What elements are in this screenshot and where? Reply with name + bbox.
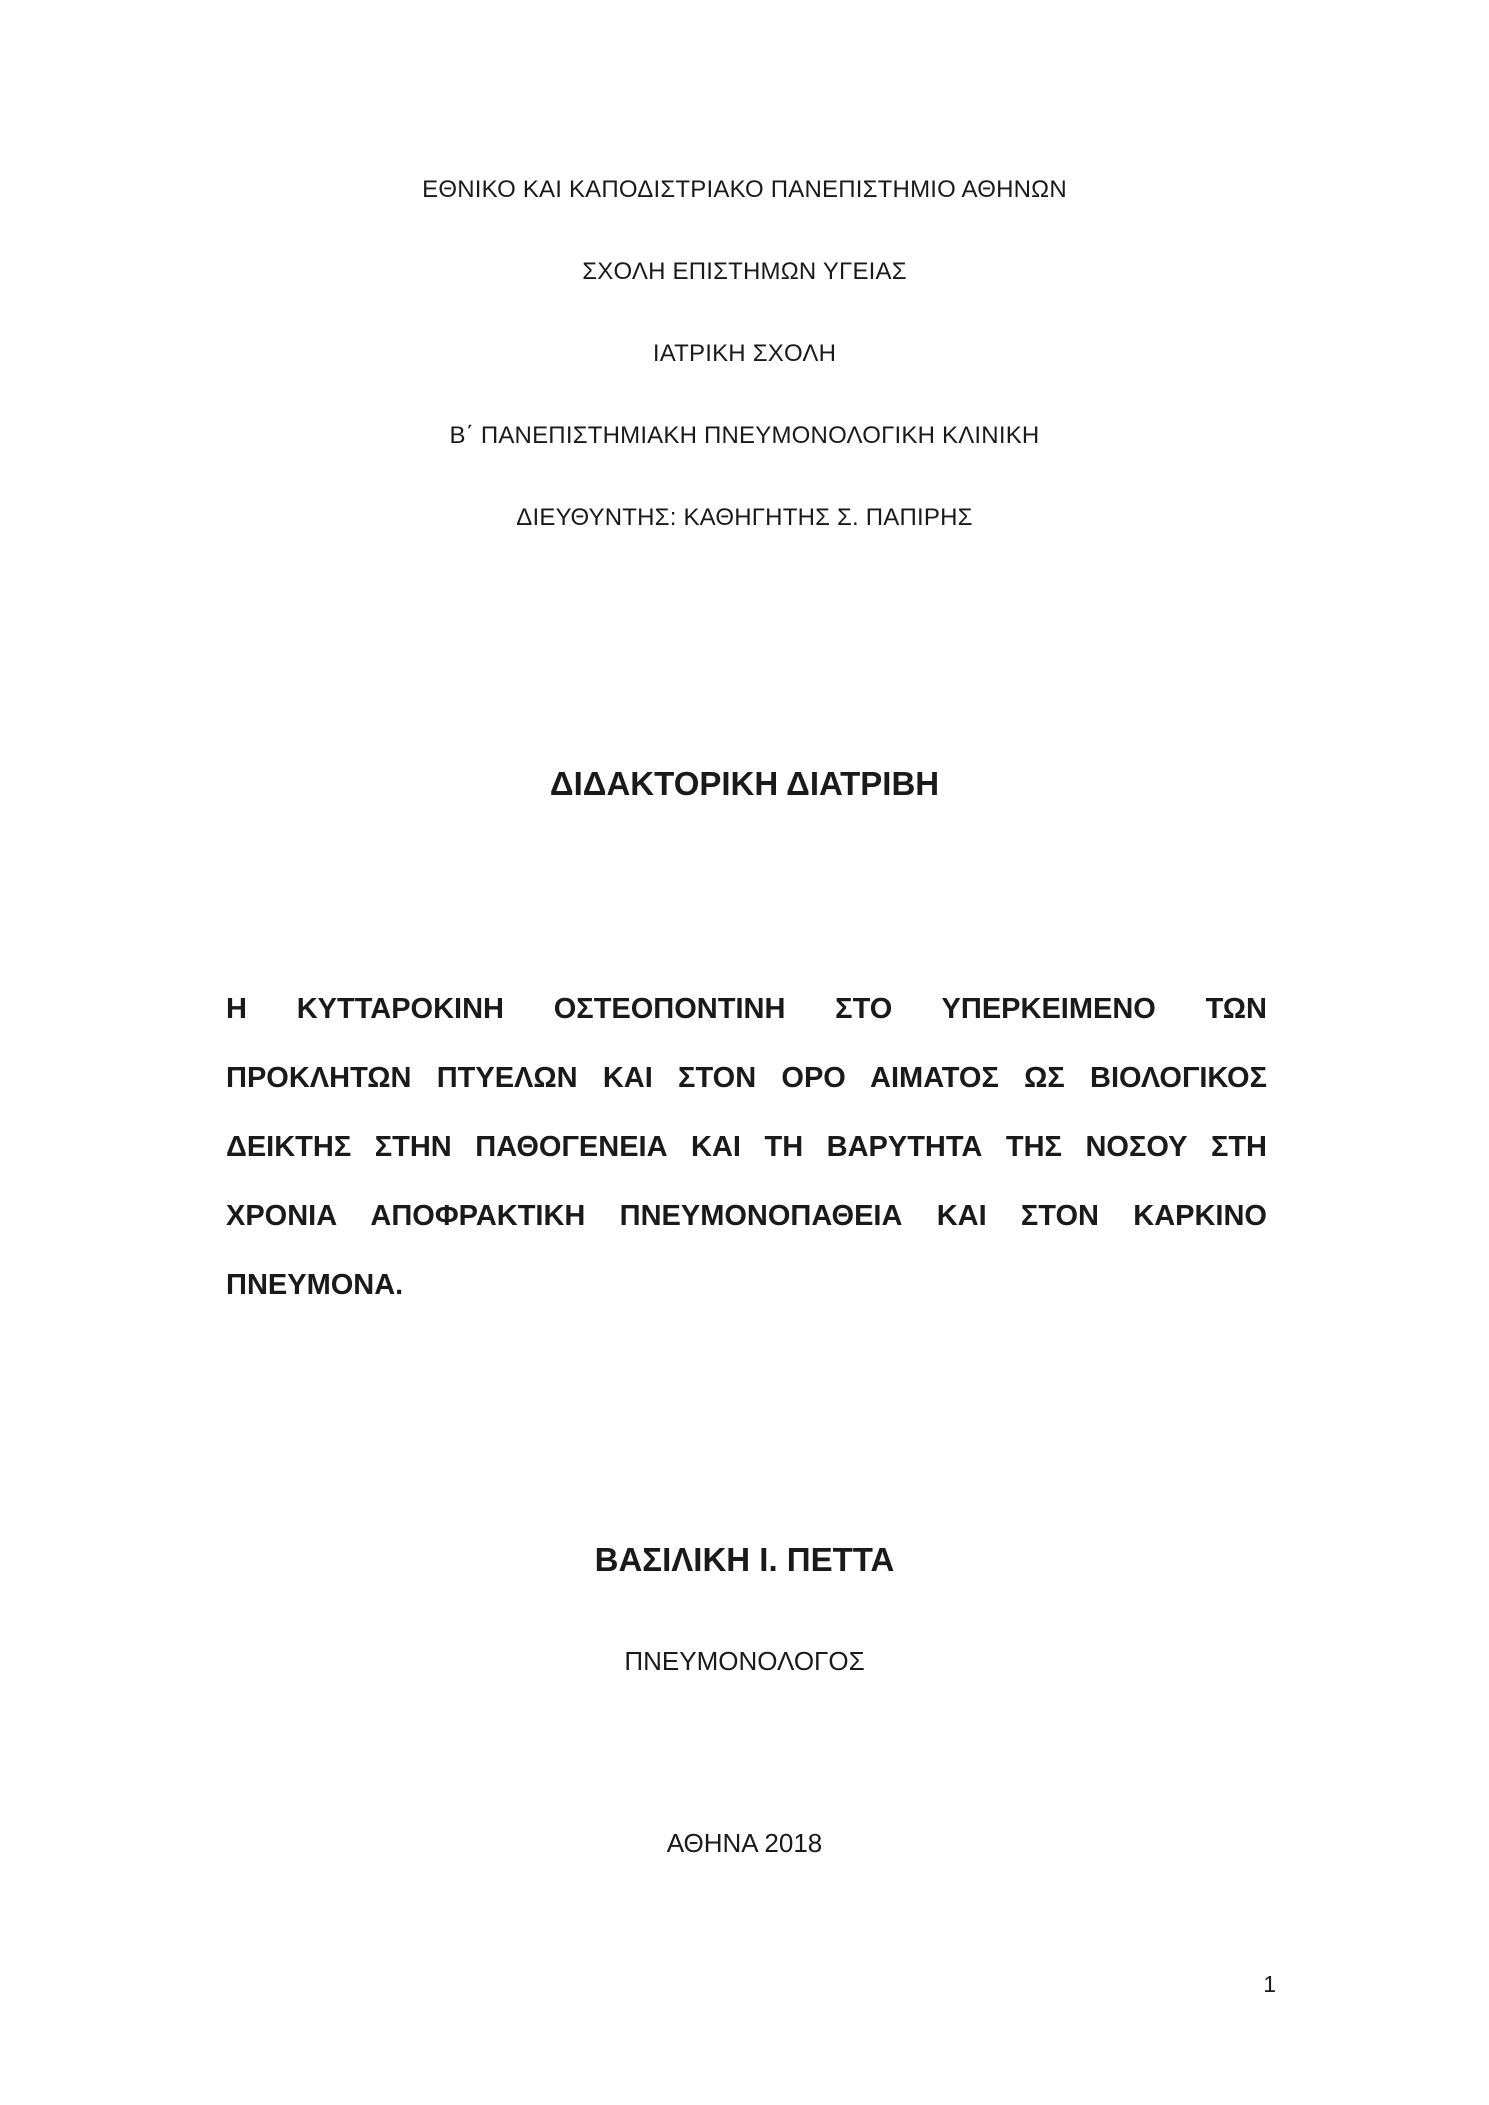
thesis-title-line: ΧΡΟΝΙΑ ΑΠΟΦΡΑΚΤΙΚΗ ΠΝΕΥΜΟΝΟΠΑΘΕΙΑ ΚΑΙ ΣΤΟΝ ΚΑΡΚΙΝΟ xyxy=(226,1200,1267,1232)
thesis-title-line: ΔΕΙΚΤΗΣ ΣΤΗΝ ΠΑΘΟΓΕΝΕΙΑ ΚΑΙ ΤΗ ΒΑΡΥΤΗΤΑ ΤΗΣ ΝΟΣΟΥ ΣΤΗ xyxy=(226,1131,1267,1163)
faculty-name: ΙΑΤΡΙΚΗ ΣΧΟΛΗ xyxy=(652,340,837,367)
director-line: ΔΙΕΥΘΥΝΤΗΣ: ΚΑΘΗΓΗΤΗΣ Σ. ΠΑΠΙΡΗΣ xyxy=(516,504,973,531)
author-name: ΒΑΣΙΛΙΚΗ Ι. ΠΕΤΤΑ xyxy=(594,1541,895,1578)
thesis-title-line: ΠΝΕΥΜΟΝΑ. xyxy=(226,1269,404,1301)
school-name: ΣΧΟΛΗ ΕΠΙΣΤΗΜΩΝ ΥΓΕΙΑΣ xyxy=(582,258,907,285)
university-name: ΕΘΝΙΚΟ ΚΑΙ ΚΑΠΟΔΙΣΤΡΙΑΚΟ ΠΑΝΕΠΙΣΤΗΜΙΟ ΑΘΗΝΩΝ xyxy=(422,176,1067,203)
author-specialty: ΠΝΕΥΜΟΝΟΛΟΓΟΣ xyxy=(624,1646,865,1676)
page-number: 1 xyxy=(1263,1971,1276,1997)
clinic-name: Β΄ ΠΑΝΕΠΙΣΤΗΜΙΑΚΗ ΠΝΕΥΜΟΝΟΛΟΓΙΚΗ ΚΛΙΝΙΚΗ xyxy=(449,422,1040,449)
thesis-title-line: ΠΡΟΚΛΗΤΩΝ ΠΤΥΕΛΩΝ ΚΑΙ ΣΤΟΝ ΟΡΟ ΑΙΜΑΤΟΣ ΩΣ ΒΙΟΛΟΓΙΚΟΣ xyxy=(226,1062,1267,1094)
thesis-title xyxy=(226,975,1267,1320)
thesis-title-line: Η ΚΥΤΤΑΡΟΚΙΝΗ ΟΣΤΕΟΠΟΝΤΙΝΗ ΣΤΟ ΥΠΕΡΚΕΙΜΕΝΟ ΤΩΝ xyxy=(226,993,1267,1025)
place-date: ΑΘΗΝΑ 2018 xyxy=(666,1828,823,1858)
document-type-heading: ΔΙΔΑΚΤΟΡΙΚΗ ΔΙΑΤΡΙΒΗ xyxy=(549,765,940,802)
